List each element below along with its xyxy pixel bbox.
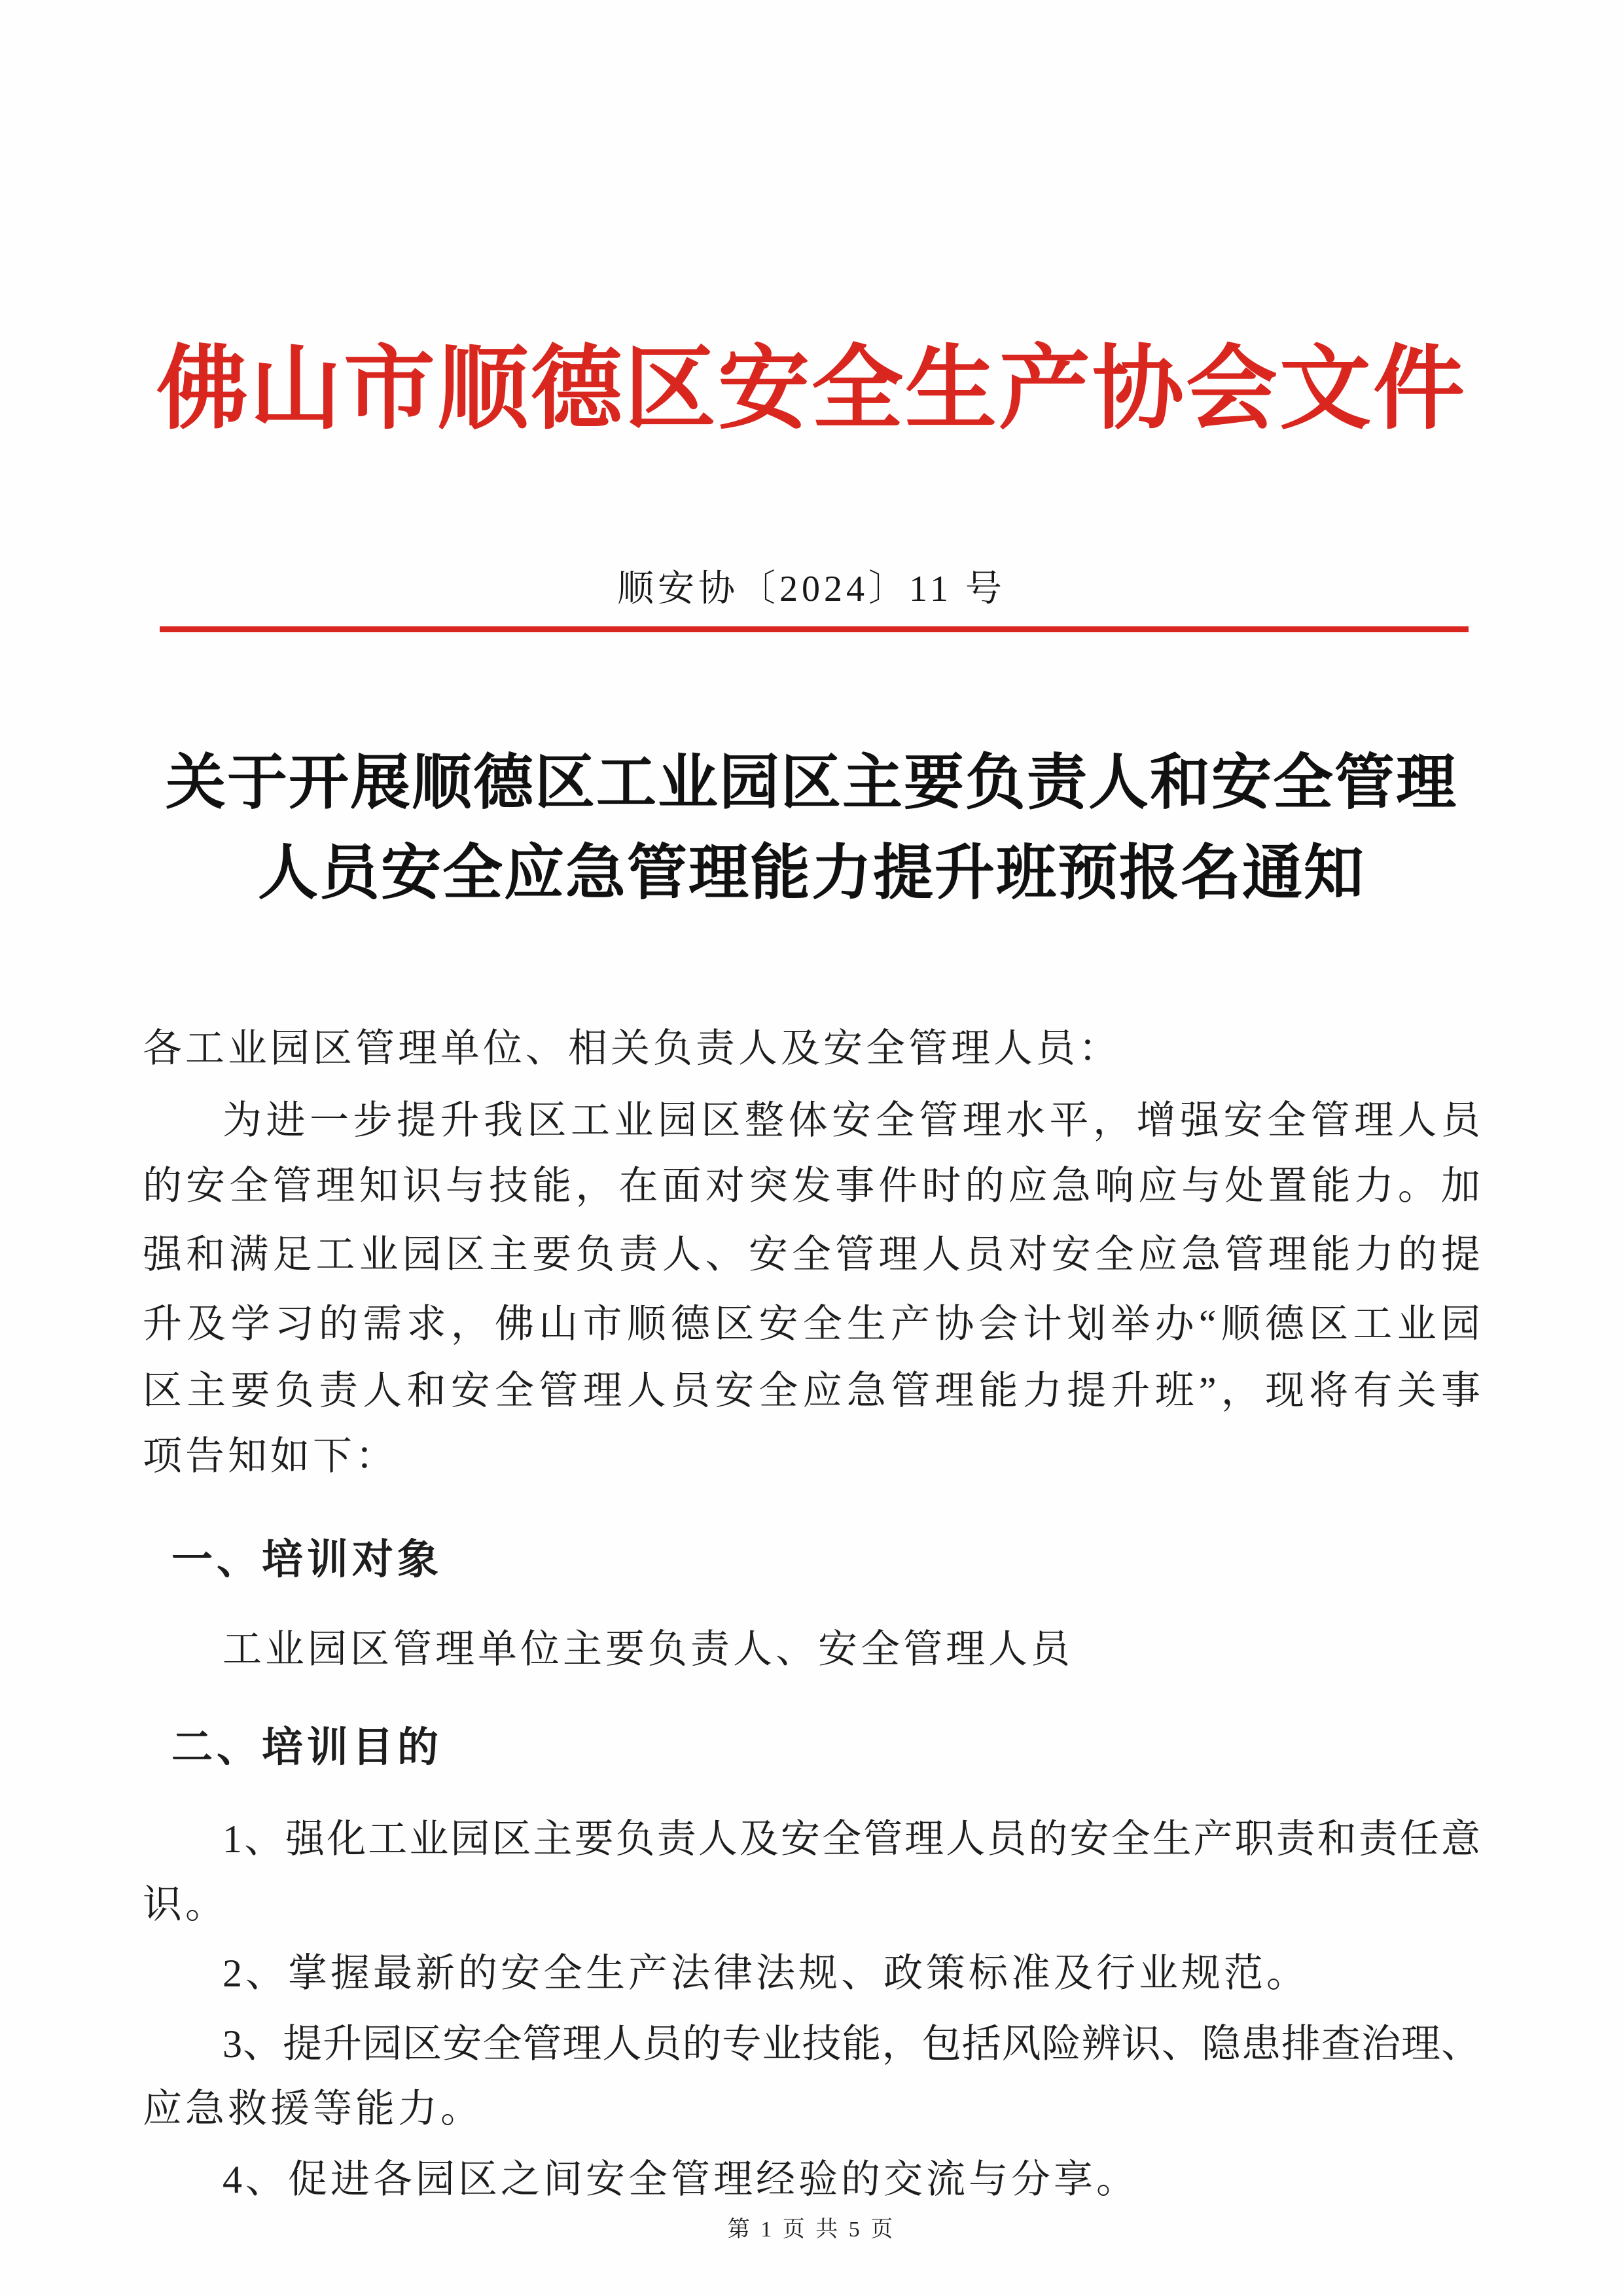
section-2-item-3-line-1: 3、提升园区安全管理人员的专业技能，包括风险辨识、隐患排查治理、 (223, 2022, 1480, 2066)
salutation-line: 各工业园区管理单位、相关负责人及安全管理人员： (143, 1027, 1121, 1070)
intro-line-1: 为进一步提升我区工业园区整体安全管理水平，增强安全管理人员 (223, 1099, 1480, 1142)
document-title-line-2: 人员安全应急管理能力提升班预报名通知 (257, 840, 1365, 906)
document-number: 顺安协〔2024〕11 号 (617, 569, 1006, 609)
intro-line-6: 项告知如下： (143, 1435, 398, 1478)
section-2-item-3-line-2: 应急救援等能力。 (143, 2087, 483, 2130)
section-2-item-1-line-1: 1、强化工业园区主要负责人及安全管理人员的安全生产职责和责任意 (223, 1818, 1480, 1861)
intro-line-5: 区主要负责人和安全管理人员安全应急管理能力提升班”，现将有关事 (143, 1369, 1480, 1412)
section-2-heading: 二、培训目的 (171, 1725, 442, 1770)
section-1-content: 工业园区管理单位主要负责人、安全管理人员 (223, 1628, 1073, 1671)
intro-line-3: 强和满足工业园区主要负责人、安全管理人员对安全应急管理能力的提 (143, 1233, 1480, 1276)
section-2-item-2: 2、掌握最新的安全生产法律法规、政策标准及行业规范。 (223, 1952, 1309, 1995)
org-letterhead-title: 佛山市顺德区安全生产协会文件 (156, 339, 1467, 440)
document-title-line-1: 关于开展顺德区工业园区主要负责人和安全管理 (165, 749, 1457, 816)
page-number-footer: 第 1 页 共 5 页 (727, 2217, 896, 2242)
section-2-item-1-line-2: 识。 (143, 1883, 228, 1926)
intro-line-2: 的安全管理知识与技能，在面对突发事件时的应急响应与处置能力。加 (143, 1164, 1480, 1208)
intro-line-4: 升及学习的需求，佛山市顺德区安全生产协会计划举办“顺德区工业园 (143, 1302, 1480, 1346)
section-1-heading: 一、培训对象 (171, 1537, 442, 1583)
letterhead-divider-rule (160, 626, 1469, 632)
section-2-item-4: 4、促进各园区之间安全管理经验的交流与分享。 (223, 2158, 1139, 2201)
